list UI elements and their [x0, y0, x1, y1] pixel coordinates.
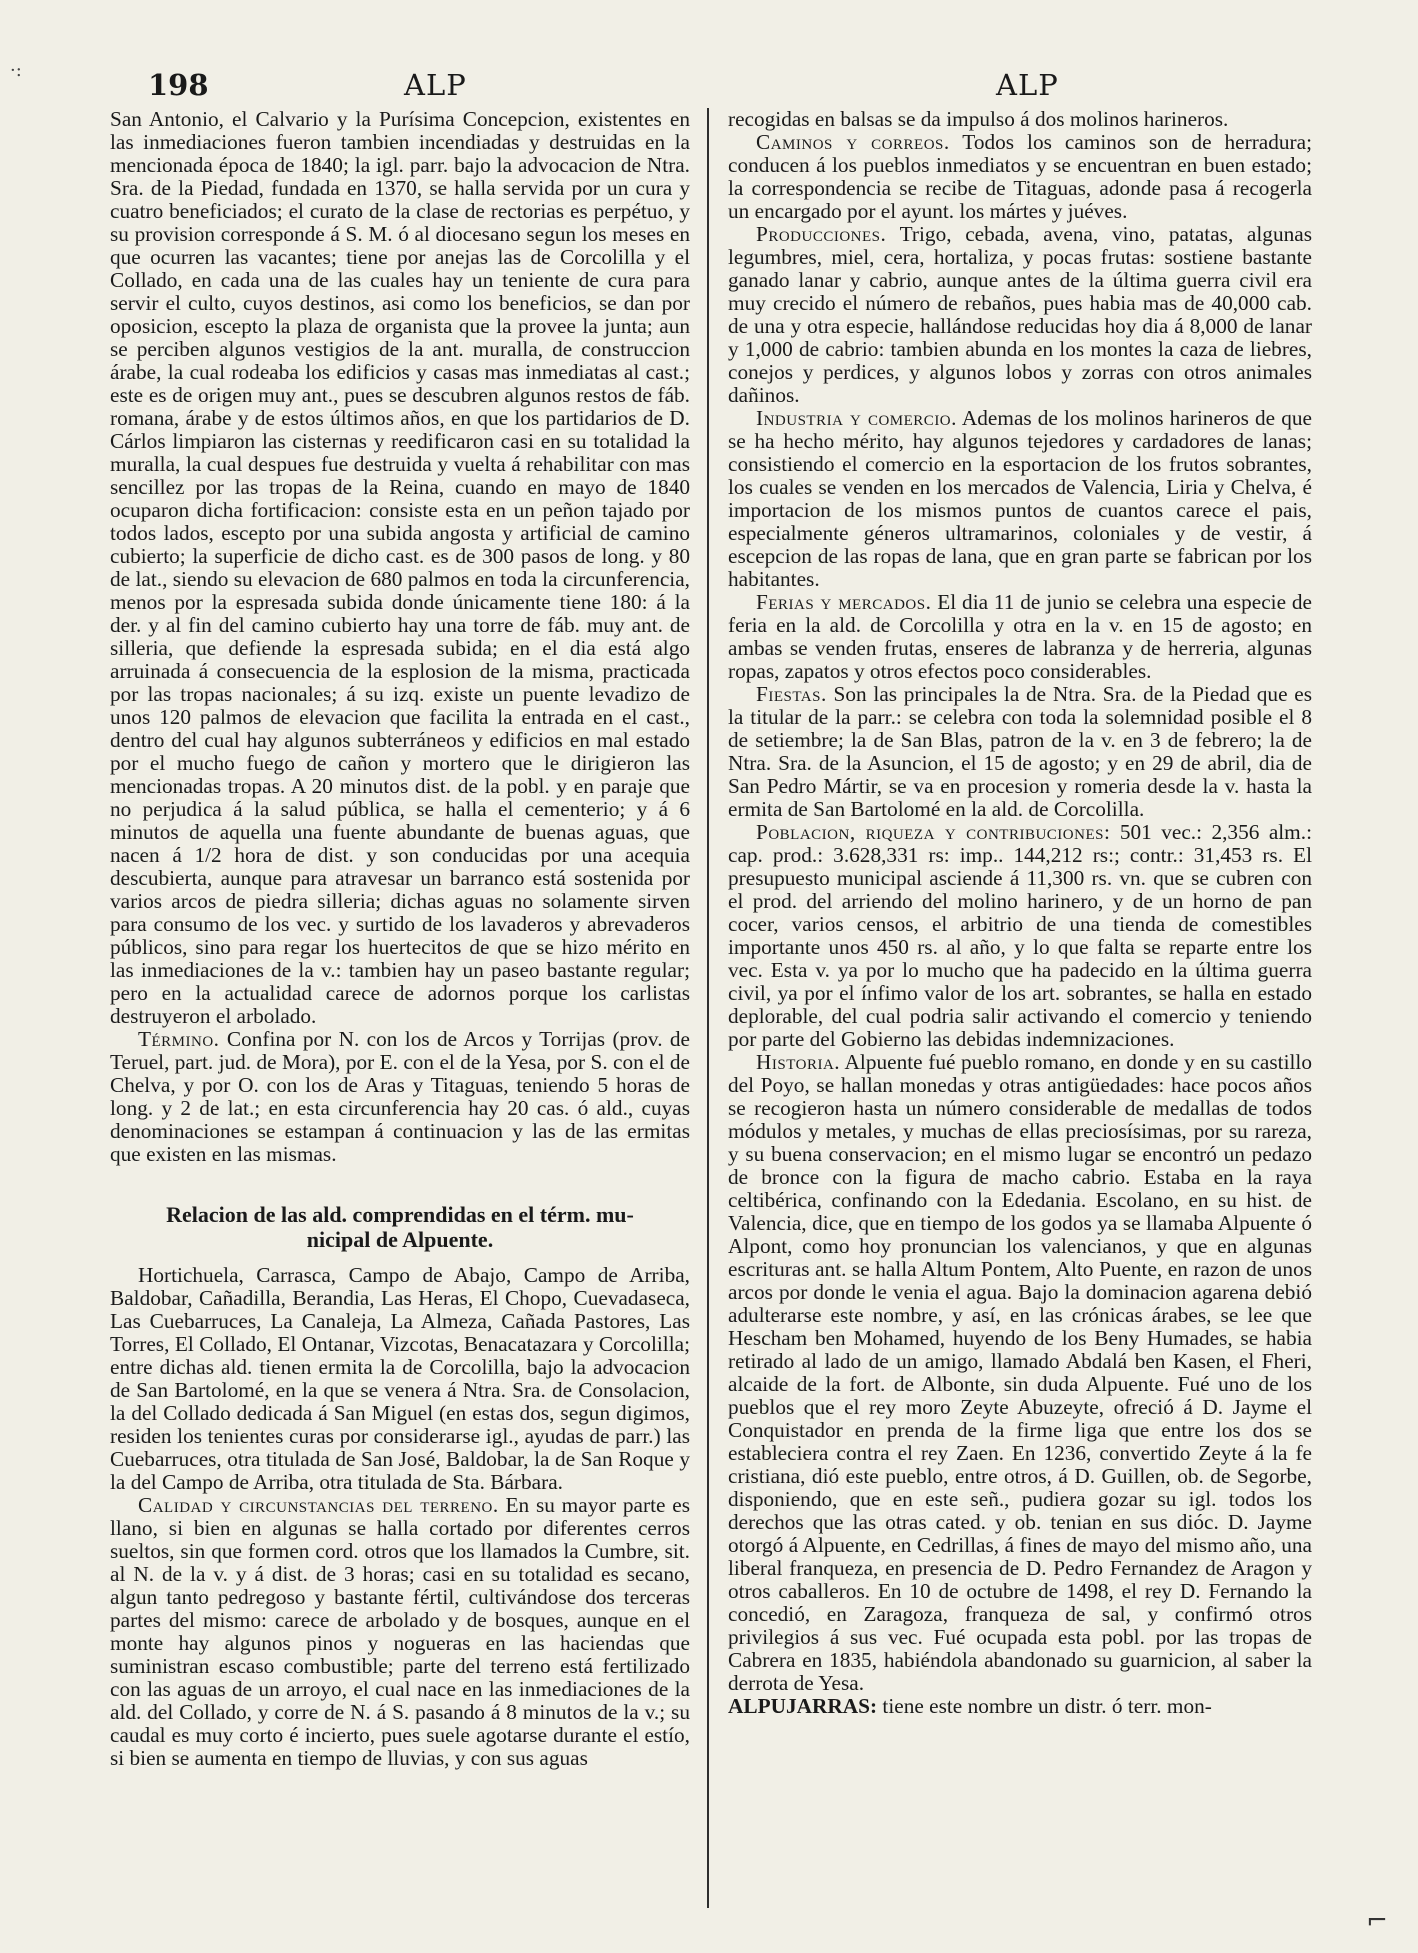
- paragraph-historia: [728, 1051, 1312, 1695]
- paragraph-fiestas: [728, 683, 1312, 821]
- section-heading-relacion: [110, 1202, 690, 1252]
- section-lead-historia: Historia.: [756, 1050, 841, 1074]
- running-head-left: ALP: [404, 68, 467, 102]
- right-column: [728, 108, 1312, 1930]
- paragraph-continued: recogidas en balsas se da impulso á dos molinos harineros.: [728, 108, 1229, 131]
- section-lead-termino: Término.: [138, 1027, 220, 1051]
- column-divider: [707, 108, 709, 1908]
- paragraph-alpuente-continued: San Antonio, el Calvario y la Purísima Concepcion, existentes en las inmediaciones fueron tambien incendiadas y destruidas en la mencionada época de 1840; la igl. parr. bajo la advocacion de Ntra. Sra. de la Piedad, fundada en 1370, se halla servida por un cura y cuatro beneficiados; el curato de la clase de rectorias es perpétuo, y su provision corresponde á S. M. ó al diocesano segun los meses en que ocurren las vacantes; tiene por anejas las de Corcolilla y el Collado, en cada una de las cuales hay un teniente de cura para servir el culto, cuyos destinos, asi como los beneficios, se dan por oposicion, escepto la plaza de organista que la provee la junta; aun se perciben algunos vestigios de la ant. muralla, de construccion árabe, la cual rodeaba los edificios y casas mas inmediatas al cast.; este es de origen muy ant., pues se descubren algunos restos de fáb. romana, árabe y de estos últimos años, en que los partidarios de D. Cárlos limpiaron las cisternas y reedificaron casi en su totalidad la muralla, la cual despues fue destruida y vuelta á rehabilitar con mas sencillez por las tropas de la Reina, cuando en mayo de 1840 ocuparon dicha fortificacion: consiste esta en un peñon tajado por todos lados, escepto por una subida angosta y artificial de camino cubierto; la superficie de dicho cast. es de 300 pasos de long. y 80 de lat., siendo su elevacion de 680 palmos en toda la circunferencia, menos por la espresada subida donde únicamente tiene 180: á la der. y al fin del camino cubierto hay una torre de fáb. muy ant. de silleria, que defiende la espresada subida; en el dia está algo arruinada á consecuencia de la esplosion de la misma, practicada por las tropas nacionales; á su izq. existe un puente levadizo de unos 120 palmos de elevacion que facilita la entrada en el cast., dentro del cual hay algunos subterráneos y edificios en mal estado por el mucho fuego de cañon y mortero que le dirigieron las mencionadas tropas. A 20 minutos dist. de la pobl. y en paraje que no perjudica á la salud pública, se halla el cementerio; y á 6 minutos de aquella una fuente abundante de buenas aguas, que nacen á 1/2 hora de dist. y son conducidas por una acequia descubierta, aunque para atravesar un barranco está sostenida por varios arcos de piedra silleria; dichas aguas no solamente sirven para consumo de los vec. y surtido de los lavaderos y abrevaderos públicos, sino para regar los huertecitos de que se hizo mérito en las inmediaciones de la v.: tambien hay un paseo bastante regular; pero en la actualidad carece de adornos porque los carlistas destruyeron el arbolado.: [110, 108, 690, 1028]
- paragraph-industria: [728, 407, 1312, 591]
- paragraph-caminos: [728, 131, 1312, 223]
- left-column: [110, 108, 690, 1930]
- ferias-text: El dia 11 de junio se celebra una especie de feria en la ald. de Corcolilla y otra en la v. en 15 de agosto; en ambas se venden frutas, enseres de labranza y de herreria, algunas ropas, zapatos y otros efectos poco considerables.: [728, 590, 1312, 683]
- section-lead-industria: Industria y comercio.: [756, 406, 957, 430]
- section-lead-ferias: Ferias y mercados.: [756, 590, 932, 614]
- section-lead-fiestas: Fiestas.: [756, 682, 827, 706]
- section-lead-poblacion: Poblacion, riqueza y contribuciones:: [756, 820, 1111, 844]
- page-edge-mark: ·:: [10, 60, 22, 81]
- paragraph-aldeas: Hortichuela, Carrasca, Campo de Abajo, Campo de Arriba, Baldobar, Cañadilla, Berandia, Las Heras, El Chopo, Cuevadaseca, Las Cuebarruces, La Canaleja, La Almeza, Cañada Pastores, Las Torres, El Collado, El Ontanar, Vizcotas, Benacatazara y Corcolilla; entre dichas ald. tienen ermita la de Corcolilla, bajo la advocacion de San Bartolomé, en la que se venera á Ntra. Sra. de Consolacion, la del Collado dedicada á San Miguel (en estas dos, segun digimos, residen los tenientes curas por considerarse igl., ayudas de parr.) las Cuebarruces, otra titulada de San José, Baldobar, la de San Roque y la del Campo de Arriba, otra titulada de Sta. Bárbara.: [110, 1263, 690, 1494]
- alpujarras-text: tiene este nombre un distr. ó terr. mon-: [877, 1694, 1212, 1718]
- paragraph-calidad: [110, 1494, 690, 1770]
- running-head-right: ALP: [996, 68, 1059, 102]
- paragraph-producciones: [728, 223, 1312, 407]
- heading-line-2: nicipal de Alpuente.: [306, 1227, 494, 1252]
- section-lead-caminos: Caminos y correos.: [756, 130, 950, 154]
- paragraph-ferias: [728, 591, 1312, 683]
- producciones-text: Trigo, cebada, avena, vino, patatas, algunas legumbres, miel, cera, hortaliza, y pocas frutas: sostiene bastante ganado lanar y cabrio, aunque antes de la última guerra civil era muy crecido el número de rebaños, pues habia mas de 40,000 cab. de una y otra especie, hallándose reducidas hoy dia á 8,000 de lanar y 1,000 de cabrio: tambien abunda en los montes la caza de liebres, conejos y perdices, y algunos lobos y zorras con otros animales dañinos.: [728, 222, 1312, 407]
- paragraph-termino: [110, 1028, 690, 1166]
- heading-line-1: Relacion de las ald. comprendidas en el térm. mu-: [166, 1202, 634, 1227]
- poblacion-text: 501 vec.: 2,356 alm.: cap. prod.: 3.628,331 rs: imp.. 144,212 rs:; contr.: 31,453 rs. El presupuesto municipal asciende á 11,300 rs. vn. que se cubren con el prod. del arriendo del molino harinero, y de un horno de pan cocer, varios censos, el arbitrio de una tienda de comestibles importante unos 450 rs. al año, y lo que falta se reparte entre los vec. Esta v. ya por lo mucho que ha padecido en la última guerra civil, ya por el ínfimo valor de los art. sobrantes, se halla en estado deplorable, del cual podria salir activando el comercio y teniendo por parte del Gobierno las debidas indemnizaciones.: [728, 820, 1312, 1051]
- industria-text: Ademas de los molinos harineros de que se ha hecho mérito, hay algunos tejedores y cardadores de lanas; consistiendo el comercio en la esportacion de los frutos sobrantes, los cuales se venden en los mercados de Valencia, Liria y Chelva, é importacion de los mismos puntos de cuantos carece el pais, especialmente géneros ultramarinos, coloniales y de vestir, á escepcion de las ropas de lana, que en gran parte se fabrican por los habitantes.: [728, 406, 1312, 591]
- fiestas-text: Son las principales la de Ntra. Sra. de la Piedad que es la titular de la parr.: se celebra con toda la solemnidad posible el 8 de setiembre; la de San Blas, patron de la v. en 3 de febrero; la de Ntra. Sra. de la Asuncion, el 15 de agosto; y en 29 de abril, dia de San Pedro Mártir, se va en procesion y romeria desde la v. hasta la ermita de San Bartolomé en la ald. de Corcolilla.: [728, 682, 1312, 821]
- historia-text: Alpuente fué pueblo romano, en donde y en su castillo del Poyo, se hallan monedas y otras antigüedades: hace pocos años se recogieron hasta un número considerable de medallas de todos módulos y metales, y muchas de ellas preciosísimas, por su rareza, y su buena conservacion; en el mismo lugar se encontró un pedazo de bronce con la figura de macho cabrio. Estaba en la raya celtibérica, confinando con la Ededania. Escolano, en su hist. de Valencia, dice, que en tiempo de los godos ya se llamaba Alpuente ó Alpont, como hoy pronuncian los valencianos, y que en algunas escrituras ant. se halla Altum Pontem, Alto Puente, en razon de unos arcos por donde le venia el agua. Bajo la dominacion agarena debió adulterarse este nombre, y así, en las crónicas árabes, se lee que Hescham ben Mohamed, huyendo de los Beny Humades, se habia retirado al lado de un amigo, llamado Abdalá ben Kasen, el Fheri, alcaide de la fort. de Albonte, sin duda Alpuente. Fué uno de los pueblos que el rey moro Zeyte Abuzeyte, ofreció á D. Jayme el Conquistador en prenda de la firme liga que entre los dos se estableciera contra el rey Zaen. En 1236, convertido Zeyte á la fe cristiana, dió este pueblo, entre otros, á D. Guillen, ob. de Segorbe, disponiendo, que en este señ., pudiera gozar su igl. todos los derechos que las otras cated. y ob. tenian en sus dióc. D. Jayme otorgó á Alpuente, en Cedrillas, á fines de mayo del mismo año, una liberal franqueza, en presencia de D. Pedro Fernandez de Aragon y otros caballeros. En 10 de octubre de 1498, el rey D. Fernando la concedió, en Zaragoza, franqueza de sal, y confirmó otros privilegios á sus vec. Fué ocupada esta pobl. por las tropas de Cabrera en 1835, habiéndola abandonado su guarnicion, al saber la derrota de Yesa.: [728, 1050, 1312, 1695]
- page-header: [0, 68, 1418, 108]
- paragraph-poblacion: [728, 821, 1312, 1051]
- margin-mark: ⌐: [1366, 1906, 1388, 1936]
- calidad-text: En su mayor parte es llano, si bien en algunas se halla cortado por diferentes cerros sueltos, sin que formen cord. otros que los llamados la Cumbre, sit. al N. de la v. y á dist. de 3 horas; casi en su totalidad es secano, algun tanto pedregoso y bastante fértil, cultivándose dos terceras partes del mismo: carece de arbolado y de bosques, aunque en el monte hay algunos pinos y nogueras en las haciendas que suministran escaso combustible; parte del terreno está fertilizado con las aguas de un arroyo, el cual nace en las inmediaciones de la ald. del Collado, y corre de N. á S. pasando á 8 minutos de la v.; su caudal es muy corto é incierto, pues suele agotarse durante el estío, si bien se aumenta en tiempo de lluvias, y con sus aguas: [110, 1493, 690, 1770]
- page-number: 198: [148, 68, 209, 102]
- paragraph-alpujarras: [728, 1695, 1312, 1718]
- section-lead-calidad: Calidad y circunstancias del terreno.: [138, 1493, 499, 1517]
- termino-text: Confina por N. con los de Arcos y Torrijas (prov. de Teruel, part. jud. de Mora), por E. con el de la Yesa, por S. con el de Chelva, y por O. con los de Aras y Titaguas, teniendo 5 horas de long. y 2 de lat.; en esta circunferencia hay 20 cas. ó ald., cuyas denominaciones se estampan á continuacion y las de las ermitas que existen en las mismas.: [110, 1027, 690, 1166]
- caminos-text: Todos los caminos son de herradura; conducen á los pueblos inmediatos y se encuentran en buen estado; la correspondencia se recibe de Titaguas, adonde pasa á recogerla un encargado por el ayunt. los mártes y juéves.: [728, 130, 1312, 223]
- section-lead-producciones: Producciones.: [756, 222, 887, 246]
- entry-lead-alpujarras: ALPUJARRAS:: [728, 1694, 878, 1718]
